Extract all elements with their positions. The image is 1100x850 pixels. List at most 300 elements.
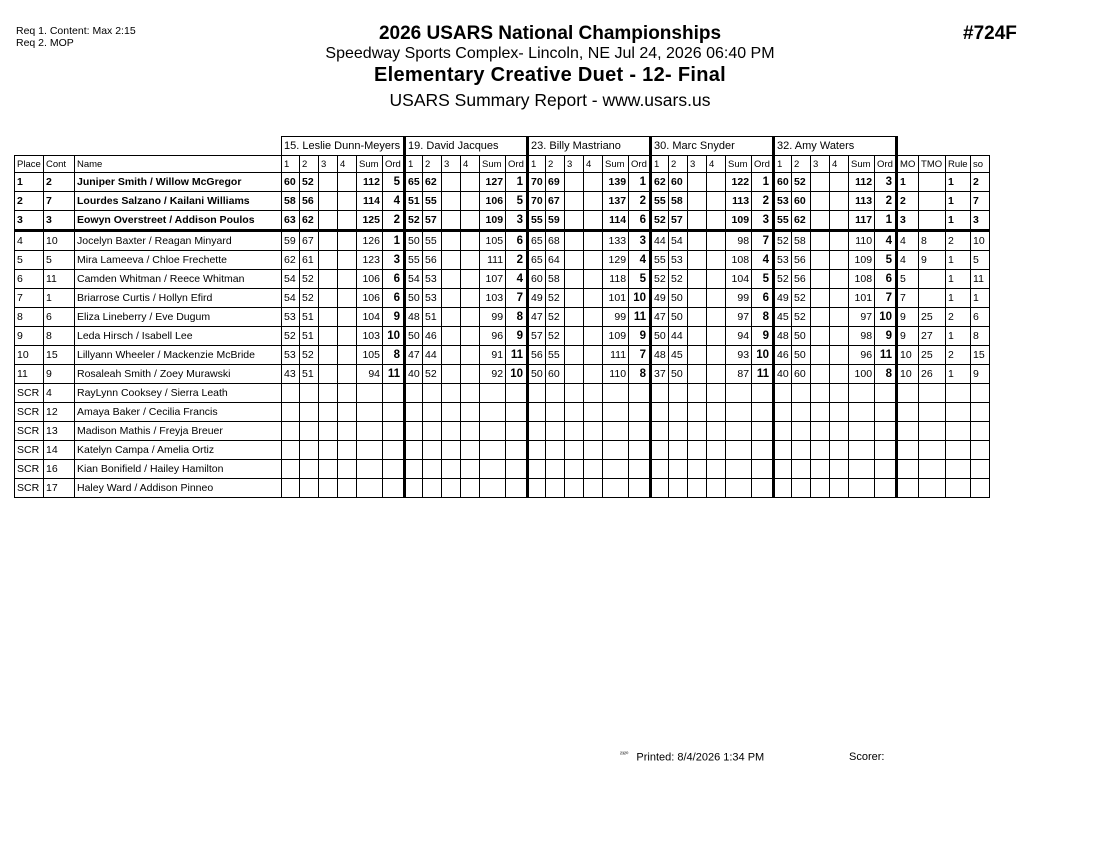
cell-judge-sum: 112 xyxy=(357,173,383,192)
cell-judge-score: 55 xyxy=(528,211,546,231)
cell-tiebreak xyxy=(971,403,990,422)
cell-judge-score xyxy=(461,422,480,441)
cell-contestant-number: 13 xyxy=(44,422,75,441)
cell-judge-score xyxy=(584,251,603,270)
cell-tiebreak: 2 xyxy=(946,231,971,251)
cell-place: SCR xyxy=(15,460,44,479)
cell-judge-score xyxy=(461,231,480,251)
cell-skater-names: Mira Lameeva / Chloe Frechette xyxy=(75,251,282,270)
cell-tiebreak: 1 xyxy=(946,365,971,384)
cell-judge-score xyxy=(584,384,603,403)
cell-judge-score xyxy=(811,346,830,365)
cell-tiebreak: 8 xyxy=(919,231,946,251)
table-row xyxy=(15,289,990,308)
cell-judge-sum: 94 xyxy=(357,365,383,384)
cell-tiebreak: 1 xyxy=(946,192,971,211)
cell-judge-score xyxy=(584,422,603,441)
cell-place: 8 xyxy=(15,308,44,327)
cell-judge-score xyxy=(442,422,461,441)
cell-judge-score: 60 xyxy=(774,173,792,192)
cell-tiebreak: 25 xyxy=(919,346,946,365)
cell-tiebreak xyxy=(946,441,971,460)
cell-judge-score: 40 xyxy=(405,365,423,384)
cell-judge-score xyxy=(442,479,461,498)
column-header-judge-score: 4 xyxy=(584,156,603,173)
cell-contestant-number: 7 xyxy=(44,192,75,211)
cell-judge-sum: 99 xyxy=(480,308,506,327)
cell-judge-ordinal xyxy=(383,441,405,460)
cell-judge-score: 56 xyxy=(528,346,546,365)
cell-judge-ordinal: 10 xyxy=(752,346,774,365)
cell-judge-score: 52 xyxy=(546,327,565,346)
cell-judge-ordinal: 1 xyxy=(629,173,651,192)
cell-judge-score: 56 xyxy=(792,251,811,270)
cell-judge-score xyxy=(300,479,319,498)
cell-judge-ordinal: 6 xyxy=(383,289,405,308)
judges-spacer xyxy=(15,137,282,156)
cell-judge-score: 54 xyxy=(669,231,688,251)
cell-judge-score: 52 xyxy=(774,270,792,289)
column-header-judge-score: 2 xyxy=(423,156,442,173)
cell-judge-score xyxy=(584,479,603,498)
cell-judge-score xyxy=(282,441,300,460)
judge-name: 23. Billy Mastriano xyxy=(528,137,651,156)
cell-judge-ordinal: 8 xyxy=(752,308,774,327)
cell-judge-score: 44 xyxy=(651,231,669,251)
cell-judge-score xyxy=(774,441,792,460)
cell-judge-score xyxy=(423,384,442,403)
cell-judge-score: 60 xyxy=(282,173,300,192)
cell-judge-sum xyxy=(849,422,875,441)
cell-judge-score xyxy=(830,441,849,460)
cell-judge-score xyxy=(688,251,707,270)
cell-judge-score xyxy=(319,422,338,441)
cell-skater-names: Madison Mathis / Freyja Breuer xyxy=(75,422,282,441)
cell-judge-score: 50 xyxy=(669,308,688,327)
cell-judge-score: 52 xyxy=(792,173,811,192)
cell-judge-score xyxy=(319,327,338,346)
cell-judge-ordinal: 3 xyxy=(875,173,897,192)
table-row xyxy=(15,251,990,270)
cell-judge-sum xyxy=(849,403,875,422)
cell-judge-score xyxy=(707,327,726,346)
cell-judge-sum xyxy=(357,384,383,403)
cell-judge-score: 55 xyxy=(651,251,669,270)
cell-judge-score xyxy=(319,384,338,403)
cell-tiebreak: 9 xyxy=(919,251,946,270)
column-header-judge-score: 2 xyxy=(669,156,688,173)
cell-judge-score xyxy=(442,346,461,365)
cell-judge-score: 57 xyxy=(528,327,546,346)
column-header-judge-score: Ord xyxy=(752,156,774,173)
cell-judge-sum: 98 xyxy=(849,327,875,346)
cell-judge-score xyxy=(338,460,357,479)
cell-judge-score xyxy=(546,422,565,441)
cell-tiebreak xyxy=(919,441,946,460)
cell-judge-score xyxy=(405,460,423,479)
column-header-judge-score: 3 xyxy=(319,156,338,173)
cell-skater-names: Briarrose Curtis / Hollyn Efird xyxy=(75,289,282,308)
cell-tiebreak xyxy=(919,460,946,479)
cell-judge-score xyxy=(338,308,357,327)
cell-judge-score: 56 xyxy=(792,270,811,289)
cell-judge-score: 46 xyxy=(774,346,792,365)
cell-judge-score: 65 xyxy=(528,231,546,251)
cell-judge-score xyxy=(584,270,603,289)
cell-judge-sum: 113 xyxy=(849,192,875,211)
column-header-cont: Cont xyxy=(44,156,75,173)
cell-skater-names: Amaya Baker / Cecilia Francis xyxy=(75,403,282,422)
cell-judge-score: 56 xyxy=(300,192,319,211)
cell-judge-ordinal: 4 xyxy=(875,231,897,251)
cell-judge-score xyxy=(707,441,726,460)
cell-judge-sum xyxy=(357,460,383,479)
cell-judge-sum: 106 xyxy=(357,270,383,289)
cell-judge-sum xyxy=(726,384,752,403)
cell-judge-score xyxy=(461,173,480,192)
cell-judge-score: 54 xyxy=(282,270,300,289)
cell-judge-score: 51 xyxy=(423,308,442,327)
cell-judge-score: 55 xyxy=(405,251,423,270)
cell-contestant-number: 15 xyxy=(44,346,75,365)
cell-judge-sum: 111 xyxy=(603,346,629,365)
cell-judge-score xyxy=(338,403,357,422)
table-row xyxy=(15,460,990,479)
column-header-judge-score: Ord xyxy=(875,156,897,173)
cell-judge-score: 46 xyxy=(423,327,442,346)
cell-judge-score: 62 xyxy=(651,173,669,192)
cell-judge-sum xyxy=(480,441,506,460)
table-row xyxy=(15,327,990,346)
table-row xyxy=(15,384,990,403)
championship-title: 2026 USARS National Championships xyxy=(378,23,722,44)
table-row xyxy=(15,308,990,327)
table-row xyxy=(15,346,990,365)
cell-judge-score xyxy=(707,403,726,422)
cell-judge-score xyxy=(423,441,442,460)
cell-judge-score: 52 xyxy=(774,231,792,251)
cell-judge-sum: 122 xyxy=(726,173,752,192)
cell-contestant-number: 8 xyxy=(44,327,75,346)
cell-judge-score xyxy=(423,460,442,479)
cell-tiebreak xyxy=(946,460,971,479)
cell-judge-score xyxy=(688,441,707,460)
cell-judge-score xyxy=(811,231,830,251)
cell-judge-sum: 137 xyxy=(603,192,629,211)
cell-judge-score xyxy=(830,289,849,308)
cell-judge-ordinal: 2 xyxy=(752,192,774,211)
cell-judge-sum: 112 xyxy=(849,173,875,192)
cell-judge-score xyxy=(830,308,849,327)
cell-judge-ordinal: 9 xyxy=(752,327,774,346)
cell-judge-ordinal xyxy=(875,384,897,403)
cell-place: SCR xyxy=(15,422,44,441)
cell-judge-score xyxy=(300,441,319,460)
cell-judge-score xyxy=(461,479,480,498)
cell-judge-ordinal xyxy=(629,460,651,479)
cell-judge-sum: 104 xyxy=(357,308,383,327)
cell-judge-ordinal xyxy=(752,441,774,460)
column-header-judge-score: Sum xyxy=(603,156,629,173)
cell-judge-score xyxy=(319,441,338,460)
cell-judge-score xyxy=(461,460,480,479)
cell-judge-ordinal xyxy=(752,384,774,403)
cell-judge-score: 65 xyxy=(405,173,423,192)
cell-judge-sum: 98 xyxy=(726,231,752,251)
requirement-2: Req 2. MOP xyxy=(16,37,74,49)
cell-judge-ordinal xyxy=(875,422,897,441)
table-row xyxy=(15,479,990,498)
cell-tiebreak: 1 xyxy=(897,173,919,192)
cell-judge-ordinal: 2 xyxy=(629,192,651,211)
cell-judge-score xyxy=(461,308,480,327)
cell-judge-score xyxy=(319,270,338,289)
table-row xyxy=(15,173,990,192)
cell-judge-score xyxy=(528,403,546,422)
cell-judge-sum: 91 xyxy=(480,346,506,365)
cell-judge-score xyxy=(338,365,357,384)
cell-judge-ordinal: 10 xyxy=(383,327,405,346)
cell-judge-ordinal: 11 xyxy=(875,346,897,365)
cell-judge-score xyxy=(811,403,830,422)
cell-judge-ordinal: 1 xyxy=(752,173,774,192)
cell-judge-ordinal: 4 xyxy=(752,251,774,270)
table-row xyxy=(15,441,990,460)
cell-judge-score: 60 xyxy=(792,365,811,384)
cell-judge-score xyxy=(338,231,357,251)
cell-tiebreak: 10 xyxy=(897,346,919,365)
cell-tiebreak: 27 xyxy=(919,327,946,346)
cell-tiebreak xyxy=(897,479,919,498)
column-header-tiebreak: so xyxy=(971,156,990,173)
cell-tiebreak xyxy=(919,211,946,231)
cell-judge-score: 48 xyxy=(651,346,669,365)
cell-judge-sum: 103 xyxy=(480,289,506,308)
cell-judge-score xyxy=(300,422,319,441)
cell-judge-score xyxy=(688,422,707,441)
cell-tiebreak xyxy=(919,173,946,192)
cell-judge-sum xyxy=(357,403,383,422)
cell-judge-sum: 105 xyxy=(357,346,383,365)
column-header-tiebreak: Rule xyxy=(946,156,971,173)
cell-judge-sum xyxy=(480,384,506,403)
cell-judge-score xyxy=(707,173,726,192)
cell-judge-score: 65 xyxy=(528,251,546,270)
cell-tiebreak: 9 xyxy=(971,365,990,384)
cell-tiebreak: 1 xyxy=(946,251,971,270)
cell-judge-ordinal: 10 xyxy=(506,365,528,384)
cell-judge-score: 51 xyxy=(300,327,319,346)
cell-judge-score xyxy=(528,422,546,441)
cell-judge-sum: 99 xyxy=(726,289,752,308)
cell-judge-score: 50 xyxy=(651,327,669,346)
cell-judge-score: 69 xyxy=(546,173,565,192)
cell-judge-sum: 94 xyxy=(726,327,752,346)
cell-tiebreak: 1 xyxy=(946,173,971,192)
table-row xyxy=(15,422,990,441)
cell-judge-score: 44 xyxy=(423,346,442,365)
cell-judge-score: 45 xyxy=(669,346,688,365)
cell-judge-score: 62 xyxy=(300,211,319,231)
cell-judge-score xyxy=(669,479,688,498)
cell-judge-score xyxy=(707,479,726,498)
cell-judge-score: 53 xyxy=(669,251,688,270)
cell-judge-score: 50 xyxy=(792,327,811,346)
column-header-judge-score: Sum xyxy=(480,156,506,173)
cell-tiebreak xyxy=(919,403,946,422)
cell-tiebreak xyxy=(919,270,946,289)
column-header-name: Name xyxy=(75,156,282,173)
cell-contestant-number: 17 xyxy=(44,479,75,498)
cell-judge-score xyxy=(830,327,849,346)
cell-judge-ordinal: 5 xyxy=(875,251,897,270)
cell-skater-names: Kian Bonifield / Hailey Hamilton xyxy=(75,460,282,479)
cell-place: 1 xyxy=(15,173,44,192)
cell-tiebreak xyxy=(897,384,919,403)
cell-judge-score xyxy=(688,173,707,192)
cell-tiebreak: 26 xyxy=(919,365,946,384)
cell-tiebreak: 4 xyxy=(897,251,919,270)
cell-judge-score: 55 xyxy=(423,231,442,251)
cell-judge-score: 52 xyxy=(300,346,319,365)
cell-judge-score: 52 xyxy=(546,308,565,327)
cell-place: 3 xyxy=(15,211,44,231)
cell-judge-ordinal: 4 xyxy=(629,251,651,270)
cell-judge-score: 53 xyxy=(423,289,442,308)
cell-judge-score xyxy=(669,460,688,479)
cell-tiebreak: 1 xyxy=(946,289,971,308)
cell-judge-score: 51 xyxy=(300,308,319,327)
event-title: Elementary Creative Duet - 12- Final xyxy=(373,64,727,86)
cell-judge-score xyxy=(811,384,830,403)
cell-judge-sum: 108 xyxy=(849,270,875,289)
cell-judge-score xyxy=(565,441,584,460)
column-header-judge-score: 1 xyxy=(282,156,300,173)
cell-judge-score xyxy=(442,384,461,403)
cell-judge-score: 53 xyxy=(774,251,792,270)
column-header-judge-score: Sum xyxy=(357,156,383,173)
cell-judge-score xyxy=(792,384,811,403)
cell-tiebreak xyxy=(946,422,971,441)
cell-judge-score: 54 xyxy=(405,270,423,289)
column-header-place: Place xyxy=(15,156,44,173)
cell-tiebreak: 5 xyxy=(897,270,919,289)
cell-judge-score xyxy=(423,479,442,498)
cell-judge-sum: 109 xyxy=(849,251,875,270)
judge-name: 19. David Jacques xyxy=(405,137,528,156)
cell-judge-score: 51 xyxy=(300,365,319,384)
cell-judge-score xyxy=(830,479,849,498)
requirement-1: Req 1. Content: Max 2:15 xyxy=(16,25,136,37)
cell-judge-ordinal: 9 xyxy=(383,308,405,327)
cell-contestant-number: 2 xyxy=(44,173,75,192)
cell-judge-score xyxy=(688,460,707,479)
cell-judge-score xyxy=(688,365,707,384)
cell-tiebreak: 2 xyxy=(946,308,971,327)
cell-judge-score: 48 xyxy=(405,308,423,327)
cell-judge-ordinal: 6 xyxy=(506,231,528,251)
cell-judge-score: 63 xyxy=(282,211,300,231)
cell-judge-ordinal: 3 xyxy=(629,231,651,251)
cell-judge-sum: 111 xyxy=(480,251,506,270)
cell-judge-sum xyxy=(603,479,629,498)
cell-contestant-number: 1 xyxy=(44,289,75,308)
cell-judge-score xyxy=(707,251,726,270)
cell-judge-score xyxy=(282,422,300,441)
cell-judge-sum: 96 xyxy=(849,346,875,365)
cell-judge-score xyxy=(584,289,603,308)
cell-judge-score xyxy=(565,289,584,308)
cell-judge-score xyxy=(688,384,707,403)
cell-judge-score xyxy=(688,231,707,251)
cell-tiebreak: 15 xyxy=(971,346,990,365)
cell-judge-score xyxy=(442,173,461,192)
cell-judge-sum xyxy=(480,403,506,422)
cell-judge-score xyxy=(338,251,357,270)
cell-judge-score xyxy=(282,460,300,479)
cell-judge-score xyxy=(707,308,726,327)
column-header-judge-score: 3 xyxy=(811,156,830,173)
cell-judge-score xyxy=(546,384,565,403)
cell-judge-score xyxy=(830,173,849,192)
cell-judge-score xyxy=(707,346,726,365)
cell-judge-ordinal: 2 xyxy=(506,251,528,270)
column-header-judge-score: 4 xyxy=(830,156,849,173)
cell-judge-sum: 109 xyxy=(603,327,629,346)
cell-judge-score xyxy=(442,289,461,308)
cell-judge-score xyxy=(565,460,584,479)
cell-judge-ordinal xyxy=(629,384,651,403)
judge-name: 32. Amy Waters xyxy=(774,137,897,156)
cell-judge-score xyxy=(707,460,726,479)
column-header-judge-score: 4 xyxy=(707,156,726,173)
cell-judge-score: 52 xyxy=(423,365,442,384)
cell-judge-score xyxy=(811,308,830,327)
cell-tiebreak xyxy=(919,479,946,498)
cell-judge-score xyxy=(811,289,830,308)
cell-tiebreak: 5 xyxy=(971,251,990,270)
cell-judge-score xyxy=(584,173,603,192)
cell-judge-score xyxy=(584,192,603,211)
cell-skater-names: RayLynn Cooksey / Sierra Leath xyxy=(75,384,282,403)
cell-judge-sum xyxy=(603,460,629,479)
cell-judge-score xyxy=(461,441,480,460)
cell-judge-score: 52 xyxy=(651,211,669,231)
cell-judge-score xyxy=(565,251,584,270)
cell-judge-score xyxy=(811,327,830,346)
cell-judge-sum: 114 xyxy=(357,192,383,211)
cell-judge-score: 47 xyxy=(528,308,546,327)
column-header-judge-score: 3 xyxy=(442,156,461,173)
column-header-judge-score: 3 xyxy=(565,156,584,173)
cell-judge-score xyxy=(774,403,792,422)
cell-tiebreak xyxy=(946,479,971,498)
column-header-judge-score: 3 xyxy=(688,156,707,173)
column-header-judge-score: Ord xyxy=(383,156,405,173)
cell-judge-score: 67 xyxy=(546,192,565,211)
cell-judge-score xyxy=(811,251,830,270)
cell-judge-score xyxy=(300,460,319,479)
cell-judge-score: 58 xyxy=(282,192,300,211)
cell-judge-ordinal xyxy=(752,403,774,422)
cell-judge-score xyxy=(546,441,565,460)
cell-judge-sum: 99 xyxy=(603,308,629,327)
cell-judge-ordinal: 11 xyxy=(506,346,528,365)
report-title: USARS Summary Report - www.usars.us xyxy=(389,90,711,110)
cell-judge-score: 59 xyxy=(282,231,300,251)
cell-judge-score xyxy=(707,422,726,441)
cell-judge-ordinal xyxy=(629,422,651,441)
